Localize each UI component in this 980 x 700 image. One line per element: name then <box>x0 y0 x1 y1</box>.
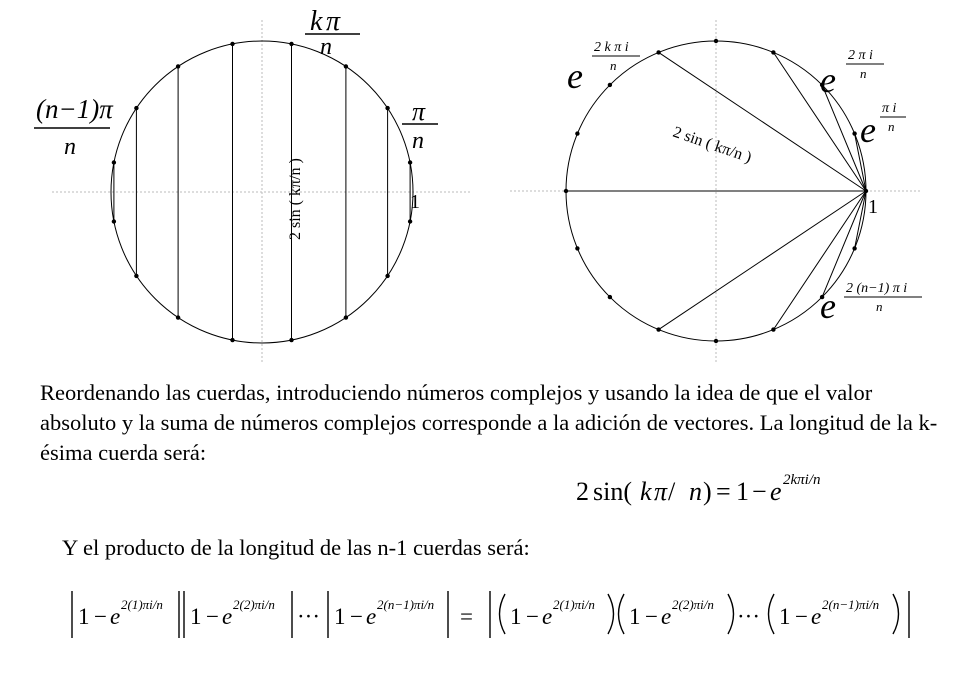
root-point <box>134 274 138 278</box>
formula2-expn: 2(n−1)πi/n <box>822 597 880 612</box>
formula2-minus: − <box>206 604 219 629</box>
formula2-paren-close <box>893 594 899 634</box>
left-label-right-num: π <box>412 97 426 126</box>
left-diagram <box>34 6 470 362</box>
explanation-paragraph: Reordenando las cuerdas, introduciendo números complejos y usando la idea de que el valor absoluto y la suma de números complejos corresponde a la adición de vectores. La longitud de la k-ésima cuerda será: <box>40 380 938 465</box>
formula1-rhs-exp: 2kπi/n <box>783 472 821 488</box>
formula2-one: 1 <box>334 604 346 629</box>
formula1-lhs-func: sin( <box>593 477 632 506</box>
root-point <box>385 274 389 278</box>
root-point <box>344 315 348 319</box>
right-exp-top-left-num: 2 k π i <box>594 40 629 55</box>
formula-product <box>72 591 909 638</box>
formula2-one: 1 <box>190 604 202 629</box>
root-point <box>176 315 180 319</box>
root-point <box>408 219 412 223</box>
formula2-e: e <box>110 604 121 629</box>
formula2-dots: ··· <box>297 604 320 629</box>
right-chord-label: 2 sin ( kπ/n ) <box>670 123 754 167</box>
formula2-paren-close <box>608 594 614 634</box>
root-point <box>852 131 856 135</box>
right-exp-bottom-num: 2 (n−1) π i <box>846 281 908 296</box>
formula1-lhs-close: ) <box>703 477 712 506</box>
formula2-e: e <box>366 604 377 629</box>
root-point <box>112 160 116 164</box>
formula2-minus: − <box>350 604 363 629</box>
formula1-lhs-slash-n: / <box>668 477 682 506</box>
right-exp-top-right-base: e <box>820 60 836 100</box>
left-label-top-pi: π <box>326 6 341 37</box>
formula2-one: 1 <box>78 604 90 629</box>
formula2-expn: 2(n−1)πi/n <box>377 597 435 612</box>
formula2-one: 1 <box>779 604 791 629</box>
formula1-expression <box>576 477 782 506</box>
formula1-lhs-pi: π <box>654 477 668 506</box>
formula2-minus: − <box>645 604 658 629</box>
root-point <box>134 106 138 110</box>
formula2-rhs-termn <box>779 604 821 629</box>
left-label-left-den: n <box>64 134 76 160</box>
formula2-exp2: 2(2)πi/n <box>233 597 275 612</box>
formula2-paren-open <box>500 594 506 634</box>
root-point <box>656 50 660 54</box>
formula2-minus: − <box>526 604 539 629</box>
left-label-left-num: (n−1)π <box>36 94 113 124</box>
left-label-right-den: n <box>412 128 424 154</box>
root-point <box>864 189 868 193</box>
formula2-minus: − <box>795 604 808 629</box>
root-point <box>771 327 775 331</box>
right-exp-top-right-num: 2 π i <box>848 48 873 63</box>
root-point <box>385 106 389 110</box>
right-label-one: 1 <box>868 196 878 218</box>
formula2-e: e <box>811 604 822 629</box>
formula-chord-length <box>576 472 821 506</box>
formula2-paren-open <box>769 594 775 634</box>
formula1-rhs-e: e <box>770 477 782 506</box>
left-label-one: 1 <box>410 191 420 213</box>
formula1-lhs-coef: 2 <box>576 477 589 506</box>
formula2-equals: = <box>460 604 473 629</box>
right-exp-mid-right-den: n <box>888 119 895 134</box>
root-point <box>344 64 348 68</box>
root-point <box>608 295 612 299</box>
left-chord-label: 2 sin ( kπ/n ) <box>287 158 304 240</box>
formula2-rhs-term2 <box>629 604 671 629</box>
right-exp-mid-right-num: π i <box>882 101 897 116</box>
root-point <box>575 131 579 135</box>
root-point <box>230 42 234 46</box>
root-point <box>289 338 293 342</box>
root-point <box>176 64 180 68</box>
formula2-one: 1 <box>510 604 522 629</box>
right-exp-bottom-den: n <box>876 299 883 314</box>
formula2-dots: ··· <box>737 604 760 629</box>
formula1-lhs-n: n <box>689 477 702 506</box>
root-point <box>564 189 568 193</box>
product-intro-paragraph: Y el producto de la longitud de las n-1 cuerdas será: <box>62 535 530 560</box>
formula1-lhs-k: k <box>640 477 652 506</box>
root-point <box>408 160 412 164</box>
formula2-e: e <box>661 604 672 629</box>
root-point <box>714 339 718 343</box>
root-point <box>575 246 579 250</box>
formula2-e: e <box>222 604 233 629</box>
formula2-lhs-term1 <box>78 604 120 629</box>
root-point <box>230 338 234 342</box>
formula2-lhs-term2 <box>190 604 232 629</box>
formula1-minus: − <box>752 477 767 506</box>
formula2-rhs-term1 <box>510 604 552 629</box>
root-point <box>608 83 612 87</box>
right-exp-bottom-base: e <box>820 286 836 326</box>
left-label-top-k: k <box>310 6 323 37</box>
formula2-one: 1 <box>629 604 641 629</box>
right-exp-top-right-den: n <box>860 66 867 81</box>
root-point <box>289 42 293 46</box>
right-diagram <box>510 20 922 362</box>
formula2-paren-close <box>728 594 734 634</box>
formula2-exp1: 2(1)πi/n <box>121 597 163 612</box>
right-exp-top-left-base: e <box>567 56 583 96</box>
root-point <box>112 219 116 223</box>
formula2-paren-open <box>619 594 625 634</box>
left-label-top-n: n <box>320 34 332 60</box>
formula2-exp1: 2(1)πi/n <box>553 597 595 612</box>
formula2-lhs-termn <box>334 604 376 629</box>
right-exp-mid-right-base: e <box>860 110 876 150</box>
root-point <box>852 246 856 250</box>
formula1-rhs-one: 1 <box>736 477 749 506</box>
right-exp-top-left-den: n <box>610 58 617 73</box>
formula1-equals: = <box>716 477 731 506</box>
formula2-exp2: 2(2)πi/n <box>672 597 714 612</box>
root-point <box>714 39 718 43</box>
formula2-e: e <box>542 604 553 629</box>
formula2-minus: − <box>94 604 107 629</box>
root-point <box>771 50 775 54</box>
root-point <box>656 327 660 331</box>
